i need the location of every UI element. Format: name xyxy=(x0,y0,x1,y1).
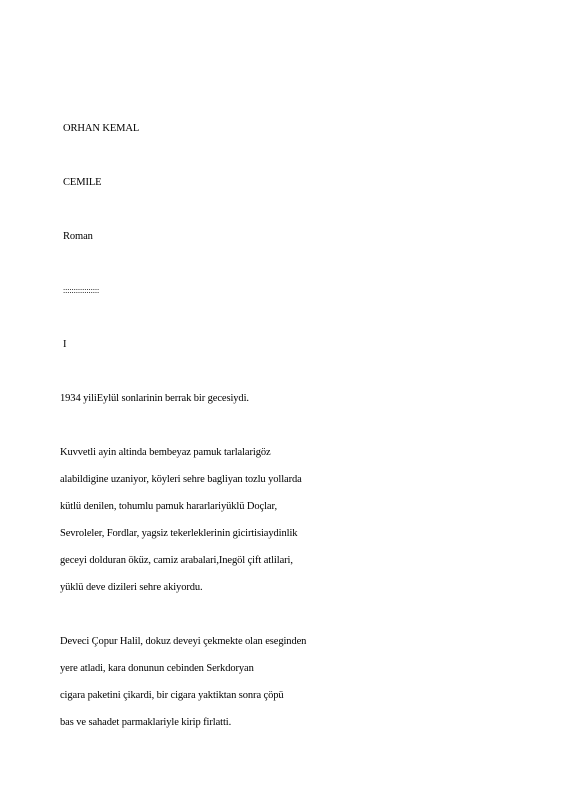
paragraph-line: Kuvvetli ayin altinda bembeyaz pamuk tarlalarigöz xyxy=(60,447,271,458)
paragraph-line: yüklü deve dizileri sehre akiyordu. xyxy=(60,582,203,593)
separator-line: ::::::::::::::::: xyxy=(63,286,100,295)
paragraph-line: kütlü denilen, tohumlu pamuk hararlariyüklü Doçlar, xyxy=(60,501,277,512)
paragraph-line: geceyi dolduran öküz, camiz arabalari,Inegöl çift atlilari, xyxy=(60,555,293,566)
author-name: ORHAN KEMAL xyxy=(63,123,140,134)
paragraph-line: 1934 yiliEylül sonlarinin berrak bir gecesiydi. xyxy=(60,393,249,404)
paragraph-line: cigara paketini çikardi, bir cigara yaktiktan sonra çöpü xyxy=(60,690,284,701)
paragraph-line: alabildigine uzaniyor, köyleri sehre bagliyan tozlu yollarda xyxy=(60,474,302,485)
chapter-number: I xyxy=(63,339,67,350)
genre-label: Roman xyxy=(63,231,93,242)
paragraph-line: bas ve sahadet parmaklariyle kirip firlatti. xyxy=(60,717,232,728)
paragraph-line: yere atladi, kara donunun cebinden Serkdoryan xyxy=(60,663,254,674)
book-title: CEMILE xyxy=(63,177,102,188)
paragraph-line: Deveci Çopur Halil, dokuz deveyi çekmekte olan eseginden xyxy=(60,636,307,647)
paragraph-line: Sevroleler, Fordlar, yagsiz tekerleklerinin gicirtisiaydinlik xyxy=(60,528,298,539)
